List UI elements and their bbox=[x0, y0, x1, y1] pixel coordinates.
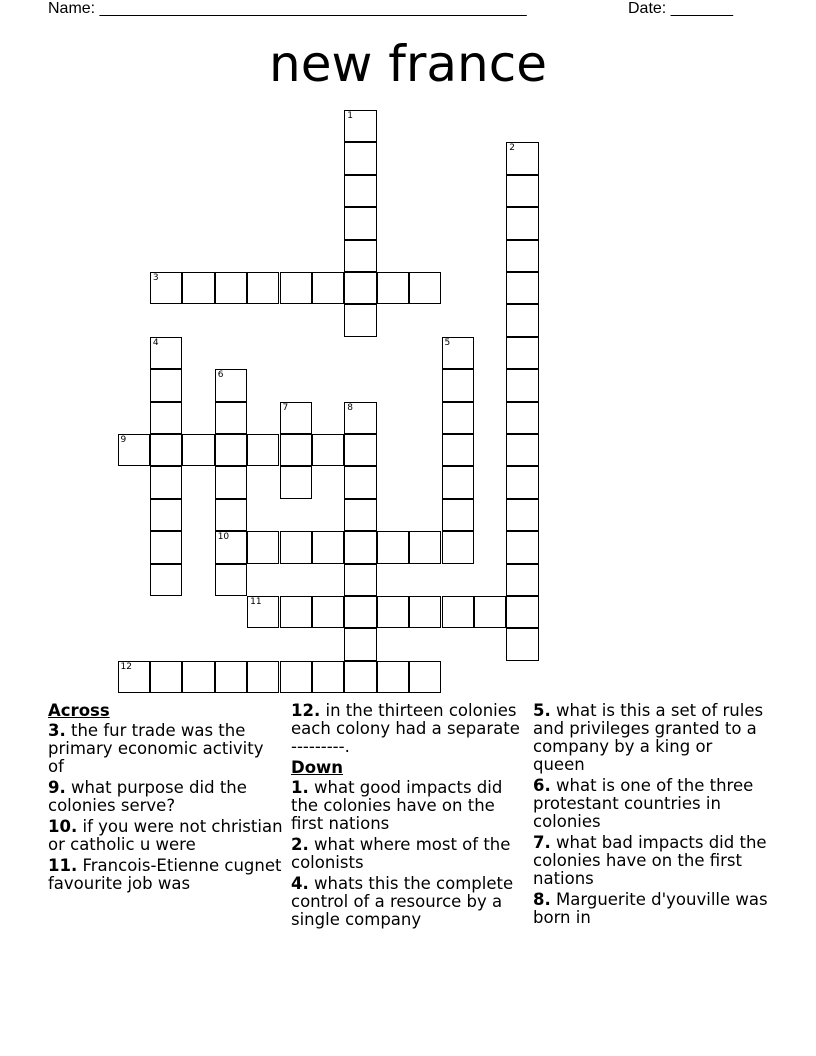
grid-cell[interactable] bbox=[442, 369, 474, 401]
grid-cell[interactable] bbox=[150, 434, 182, 466]
clue-number: 10 bbox=[217, 532, 230, 543]
grid-cell[interactable] bbox=[409, 661, 441, 693]
grid-cell[interactable] bbox=[280, 272, 312, 304]
grid-cell[interactable] bbox=[442, 402, 474, 434]
grid-cell[interactable] bbox=[344, 434, 376, 466]
clue-across-9: 9. what purpose did the colonies serve? bbox=[48, 778, 247, 815]
grid-cell[interactable] bbox=[344, 207, 376, 239]
grid-cell[interactable] bbox=[344, 661, 376, 693]
grid-cell[interactable] bbox=[280, 402, 312, 434]
clue-down-4: 4. whats this the complete control of a resource by a single company bbox=[291, 874, 514, 929]
grid-cell[interactable] bbox=[247, 272, 279, 304]
grid-cell[interactable] bbox=[442, 466, 474, 498]
grid-cell[interactable] bbox=[506, 337, 538, 369]
grid-cell[interactable] bbox=[312, 596, 344, 628]
grid-cell[interactable] bbox=[215, 402, 247, 434]
grid-cell[interactable] bbox=[280, 434, 312, 466]
grid-cell[interactable] bbox=[377, 596, 409, 628]
clue-number: 1 bbox=[347, 111, 354, 121]
clue-number: 9 bbox=[120, 435, 127, 445]
grid-cell[interactable] bbox=[474, 596, 506, 628]
grid-cell[interactable] bbox=[247, 596, 279, 628]
grid-cell[interactable] bbox=[344, 628, 376, 660]
grid-cell[interactable] bbox=[280, 466, 312, 498]
grid-cell[interactable] bbox=[247, 531, 279, 563]
clue-down-6: 6. what is one of the three protestant countries in colonies bbox=[533, 776, 754, 831]
grid-cell[interactable] bbox=[377, 531, 409, 563]
clue-across-12: 12. in the thirteen colonies each colony had a separate ---------. bbox=[291, 701, 520, 756]
grid-cell[interactable] bbox=[409, 531, 441, 563]
grid-cell[interactable] bbox=[182, 661, 214, 693]
grid-cell[interactable] bbox=[506, 564, 538, 596]
clues-column-1 bbox=[48, 702, 284, 896]
grid-cell[interactable] bbox=[344, 466, 376, 498]
clue-down-1: 1. what good impacts did the colonies have on the first nations bbox=[291, 778, 503, 833]
grid-cell[interactable] bbox=[442, 531, 474, 563]
clue-number: 6 bbox=[217, 370, 224, 381]
grid-cell[interactable] bbox=[150, 499, 182, 531]
grid-cell[interactable] bbox=[344, 110, 376, 142]
grid-cell[interactable] bbox=[506, 499, 538, 531]
grid-cell[interactable] bbox=[344, 596, 376, 628]
clue-number: 11 bbox=[250, 597, 262, 607]
grid-cell[interactable] bbox=[344, 175, 376, 207]
grid-cell[interactable] bbox=[118, 661, 150, 693]
grid-cell[interactable] bbox=[506, 175, 538, 207]
grid-cell[interactable] bbox=[150, 531, 182, 563]
grid-cell[interactable] bbox=[344, 402, 376, 434]
clue-down-2: 2. what where most of the colonists bbox=[291, 835, 511, 872]
grid-cell[interactable] bbox=[150, 337, 182, 369]
grid-cell[interactable] bbox=[344, 304, 376, 336]
grid-cell[interactable] bbox=[344, 564, 376, 596]
grid-cell[interactable] bbox=[280, 596, 312, 628]
grid-cell[interactable] bbox=[312, 272, 344, 304]
clue-number: 4 bbox=[152, 337, 159, 348]
grid-cell[interactable] bbox=[506, 369, 538, 401]
grid-cell[interactable] bbox=[442, 434, 474, 466]
grid-cell[interactable] bbox=[280, 531, 312, 563]
grid-cell[interactable] bbox=[506, 596, 538, 628]
grid-cell[interactable] bbox=[506, 434, 538, 466]
clue-number: 2 bbox=[509, 143, 516, 154]
grid-cell[interactable] bbox=[506, 628, 538, 660]
grid-cell[interactable] bbox=[215, 272, 247, 304]
grid-cell[interactable] bbox=[312, 661, 344, 693]
grid-cell[interactable] bbox=[442, 499, 474, 531]
grid-cell[interactable] bbox=[150, 564, 182, 596]
clue-number: 3 bbox=[152, 273, 159, 283]
grid-cell[interactable] bbox=[506, 207, 538, 239]
grid-cell[interactable] bbox=[409, 272, 441, 304]
grid-cell[interactable] bbox=[215, 466, 247, 498]
date-label: Date: _______ bbox=[628, 0, 733, 17]
clue-number: 12 bbox=[120, 661, 132, 672]
grid-cell[interactable] bbox=[377, 272, 409, 304]
clue-across-11: 11. Francois-Etienne cugnet favourite job was bbox=[48, 856, 282, 893]
grid-cell[interactable] bbox=[150, 369, 182, 401]
grid-cell[interactable] bbox=[312, 434, 344, 466]
grid-cell[interactable] bbox=[344, 272, 376, 304]
clue-down-8: 8. Marguerite d'youville was born in bbox=[533, 890, 768, 927]
grid-cell[interactable] bbox=[344, 142, 376, 174]
grid-cell[interactable] bbox=[506, 531, 538, 563]
grid-cell[interactable] bbox=[150, 661, 182, 693]
clue-number: 7 bbox=[282, 402, 289, 413]
grid-cell[interactable] bbox=[247, 434, 279, 466]
clues-column-3 bbox=[533, 702, 769, 930]
grid-cell[interactable] bbox=[215, 661, 247, 693]
grid-cell[interactable] bbox=[280, 661, 312, 693]
grid-cell[interactable] bbox=[118, 434, 150, 466]
grid-cell[interactable] bbox=[344, 531, 376, 563]
grid-cell[interactable] bbox=[344, 499, 376, 531]
grid-cell[interactable] bbox=[377, 661, 409, 693]
grid-cell[interactable] bbox=[150, 272, 182, 304]
grid-cell[interactable] bbox=[182, 434, 214, 466]
grid-cell[interactable] bbox=[182, 272, 214, 304]
down-heading: Down bbox=[291, 758, 344, 777]
name-label: Name: ________________________________________________ bbox=[48, 0, 527, 17]
grid-cell[interactable] bbox=[506, 402, 538, 434]
grid-cell[interactable] bbox=[247, 661, 279, 693]
page-title: new france bbox=[269, 35, 547, 93]
grid-cell[interactable] bbox=[506, 142, 538, 174]
clue-across-10: 10. if you were not christian or catholic u were bbox=[48, 817, 283, 854]
grid-cell[interactable] bbox=[506, 272, 538, 304]
grid-cell[interactable] bbox=[215, 531, 247, 563]
clue-down-5: 5. what is this a set of rules and privileges granted to a company by a king or queen bbox=[533, 701, 764, 774]
grid-cell[interactable] bbox=[215, 369, 247, 401]
grid-cell[interactable] bbox=[506, 466, 538, 498]
grid-cell[interactable] bbox=[150, 466, 182, 498]
grid-cell[interactable] bbox=[312, 531, 344, 563]
clues-column-2 bbox=[291, 702, 527, 932]
clue-number: 8 bbox=[347, 402, 354, 413]
grid-cell[interactable] bbox=[409, 596, 441, 628]
grid-cell[interactable] bbox=[506, 304, 538, 336]
grid-cell[interactable] bbox=[150, 402, 182, 434]
grid-cell[interactable] bbox=[215, 499, 247, 531]
clue-number: 5 bbox=[444, 337, 451, 348]
across-heading: Across bbox=[48, 701, 110, 720]
grid-cell[interactable] bbox=[506, 240, 538, 272]
grid-cell[interactable] bbox=[215, 564, 247, 596]
grid-cell[interactable] bbox=[442, 596, 474, 628]
clue-down-7: 7. what bad impacts did the colonies have on the first nations bbox=[533, 833, 767, 888]
clue-across-3: 3. the fur trade was the primary economic activity of bbox=[48, 721, 264, 776]
grid-cell[interactable] bbox=[215, 434, 247, 466]
grid-cell[interactable] bbox=[442, 337, 474, 369]
grid-cell[interactable] bbox=[344, 240, 376, 272]
